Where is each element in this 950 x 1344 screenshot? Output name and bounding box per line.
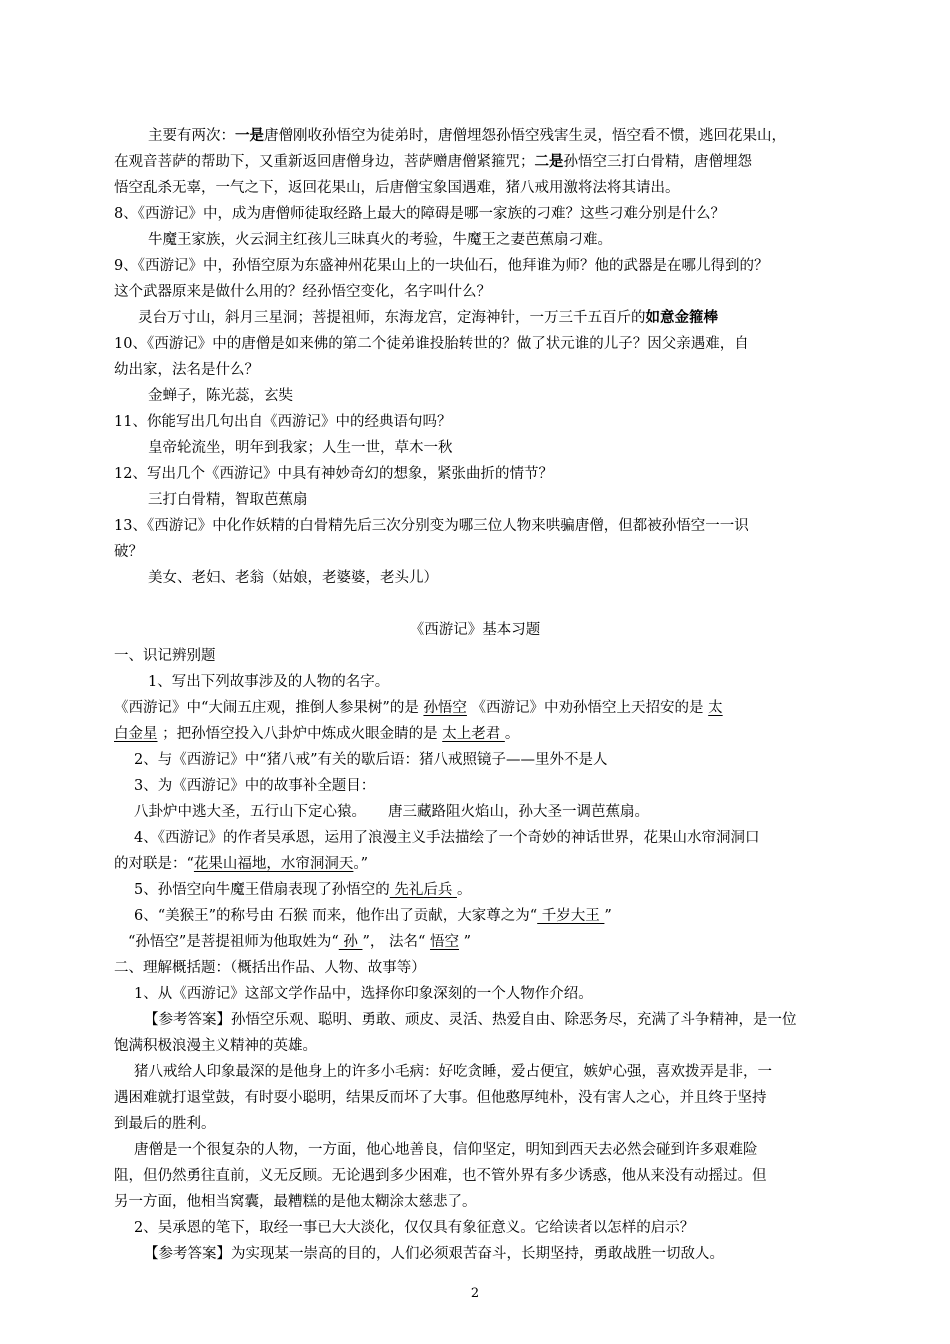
question-f2: 2、吴承恩的笔下，取经一事已大大淡化，仅仅具有象征意义。它给读者以怎样的启示？ xyxy=(134,1220,695,1236)
question-11: 11、你能写出几句出自《西游记》中的经典语句吗？ xyxy=(114,414,452,430)
answer-13: 美女、老妇、老翁（姑娘，老婆婆，老头儿） xyxy=(148,570,438,586)
section-1-heading: 一、识记辨别题 xyxy=(114,648,216,664)
text: “孙悟空”是菩提祖师为他取姓为“ xyxy=(128,934,339,950)
text: 《西游记》中劝孙悟空上天招安的是 xyxy=(466,700,709,716)
text: ” xyxy=(459,934,472,950)
answer-f1-line-5: 到最后的胜利。 xyxy=(114,1116,216,1132)
bold-text: 二是 xyxy=(534,153,564,170)
exercise-6-line-2 xyxy=(0,932,950,952)
question-13-line-1: 13、《西游记》中化作妖精的白骨精先后三次分别变为哪三位人物来哄骗唐僧，但都被孙悟空一一识 xyxy=(114,518,749,534)
exercise-1: 1、写出下列故事涉及的人物的名字。 xyxy=(148,674,390,690)
answer-f1-line-7: 阻，但仍然勇往直前，义无反顾。无论遇到多少困难，也不管外界有多少诱惑，他从来没有动摇过。但 xyxy=(114,1168,767,1184)
bold-text: 如意金箍棒 xyxy=(645,309,718,326)
text: 。 xyxy=(504,726,520,742)
answer-7-line-3: 悟空乱杀无辜，一气之下，返回花果山，后唐僧宝象国遇难，猪八戒用激将法将其请出。 xyxy=(114,180,680,196)
section-2-heading: 二、理解概括题：（概括出作品、人物、故事等） xyxy=(114,960,426,976)
exercise-1-line-2 xyxy=(0,724,950,744)
fill-blank: 太 xyxy=(708,700,723,716)
answer-f1-line-2: 饱满积极浪漫主义精神的英雄。 xyxy=(114,1038,317,1054)
fill-blank: 孙悟空 xyxy=(423,700,467,716)
text: 《西游记》中“大闹五庄观，推倒人参果树”的是 xyxy=(114,700,424,716)
question-10-line-2: 幼出家，法名是什么？ xyxy=(114,362,259,378)
question-13-line-2: 破？ xyxy=(114,544,143,560)
section-title: 《西游记》基本习题 xyxy=(409,622,541,638)
exercise-4-line-1: 4、《西游记》的作者吴承恩，运用了浪漫主义手法描绘了一个奇妙的神话世界，花果山水帘洞洞口 xyxy=(134,830,760,846)
text: ” xyxy=(604,908,612,924)
text: 的对联是：“ xyxy=(114,856,194,872)
exercise-4-line-2 xyxy=(0,854,950,874)
page-number: 2 xyxy=(470,1286,480,1301)
text: 主要有两次： xyxy=(148,128,235,144)
exercise-3: 3、为《西游记》中的故事补全题目： xyxy=(134,778,376,794)
answer-f1-line-6: 唐僧是一个很复杂的人物，一方面，他心地善良，信仰坚定，明知到西天去必然会碰到许多艰难险 xyxy=(134,1142,758,1158)
text: 孙悟空三打白骨精，唐僧埋怨 xyxy=(563,154,752,170)
text: 5、孙悟空向牛魔王借扇表现了孙悟空的 xyxy=(134,882,390,898)
answer-f1-line-1: 【参考答案】孙悟空乐观、聪明、勇敢、顽皮、灵活、热爱自由、除恶务尽，充满了斗争精神，是一位 xyxy=(144,1012,797,1028)
exercise-3-answer xyxy=(0,802,950,822)
question-9-line-1: 9、《西游记》中，孙悟空原为东盛神州花果山上的一块仙石，他拜谁为师？他的武器是在哪儿得到的？ xyxy=(114,258,769,274)
text: ”， 法名“ xyxy=(362,934,431,950)
answer-11: 皇帝轮流坐，明年到我家；人生一世，草木一秋 xyxy=(148,440,453,456)
answer-8: 牛魔王家族，火云洞主红孩儿三昧真火的考验，牛魔王之妻芭蕉扇刁难。 xyxy=(148,232,612,248)
question-10-line-1: 10、《西游记》中的唐僧是如来佛的第二个徒弟谁投胎转世的？做了状元谁的儿子？因父亲遇难，自 xyxy=(114,336,749,352)
exercise-2: 2、与《西游记》中“猪八戒”有关的歇后语：猪八戒照镜子——里外不是人 xyxy=(134,752,608,768)
answer-7-line-2 xyxy=(0,152,950,172)
text: 。 xyxy=(456,882,472,898)
fill-blank: 白金星 xyxy=(114,726,158,742)
fill-blank: 悟空 xyxy=(430,934,460,950)
text: 灵台万寸山，斜月三星洞；菩提祖师，东海龙宫，定海神针，一万三千五百斤的 xyxy=(138,310,646,326)
fill-blank: 花果山福地，水帘洞洞天 xyxy=(193,856,354,872)
fill-blank: 孙 xyxy=(338,934,363,950)
exercise-5 xyxy=(0,880,950,900)
text: 在观音菩萨的帮助下，又重新返回唐僧身边，菩萨赠唐僧紧箍咒； xyxy=(114,154,535,170)
question-9-line-2: 这个武器原来是做什么用的？经孙悟空变化，名字叫什么？ xyxy=(114,284,491,300)
fill-blank: 先礼后兵 xyxy=(389,882,457,898)
exercise-1-line-1 xyxy=(0,698,950,718)
fill-blank: 千岁大王 xyxy=(537,908,605,924)
bold-text: 一是 xyxy=(235,127,264,144)
answer-12: 三打白骨精，智取芭蕉扇 xyxy=(148,492,308,508)
fill-blank: 太上老君 xyxy=(442,726,505,742)
text: 八卦炉中逃大圣，五行山下定心猿。 xyxy=(134,804,366,820)
answer-f1-line-4: 遇困难就打退堂鼓，有时耍小聪明，结果反而坏了大事。但他憨厚纯朴，没有害人之心，并且终于坚持 xyxy=(114,1090,767,1106)
text: 唐僧刚收孙悟空为徒弟时，唐僧埋怨孙悟空残害生灵，悟空看不惯，逃回花果山， xyxy=(264,128,786,144)
answer-10: 金蝉子，陈光蕊，玄奘 xyxy=(148,388,293,404)
answer-f2: 【参考答案】为实现某一崇高的目的，人们必须艰苦奋斗，长期坚持，勇敢战胜一切敌人。 xyxy=(144,1246,724,1262)
answer-9 xyxy=(0,308,950,328)
answer-f1-line-8: 另一方面，他相当窝囊，最糟糕的是他太糊涂太慈悲了。 xyxy=(114,1194,477,1210)
text: 6、“美猴王”的称号由 石猴 而来，他作出了贡献，大家尊之为“ xyxy=(134,908,538,924)
answer-f1-line-3: 猪八戒给人印象最深的是他身上的许多小毛病：好吃贪睡，爱占便宜，嫉妒心强，喜欢拨弄是非，一 xyxy=(134,1064,772,1080)
text: ；把孙悟空投入八卦炉中炼成火眼金睛的是 xyxy=(157,726,443,742)
exercise-6-line-1 xyxy=(0,906,950,926)
text: 唐三藏路阻火焰山，孙大圣一调芭蕉扇。 xyxy=(388,804,649,820)
question-12: 12、写出几个《西游记》中具有神妙奇幻的想象，紧张曲折的情节？ xyxy=(114,466,553,482)
answer-7-line-1 xyxy=(0,126,950,146)
text: 。” xyxy=(353,856,369,872)
question-8: 8、《西游记》中，成为唐僧师徒取经路上最大的障碍是哪一家族的刁难？这些刁难分别是什么？ xyxy=(114,206,725,222)
question-f1: 1、从《西游记》这部文学作品中，选择你印象深刻的一个人物作介绍。 xyxy=(134,986,593,1002)
